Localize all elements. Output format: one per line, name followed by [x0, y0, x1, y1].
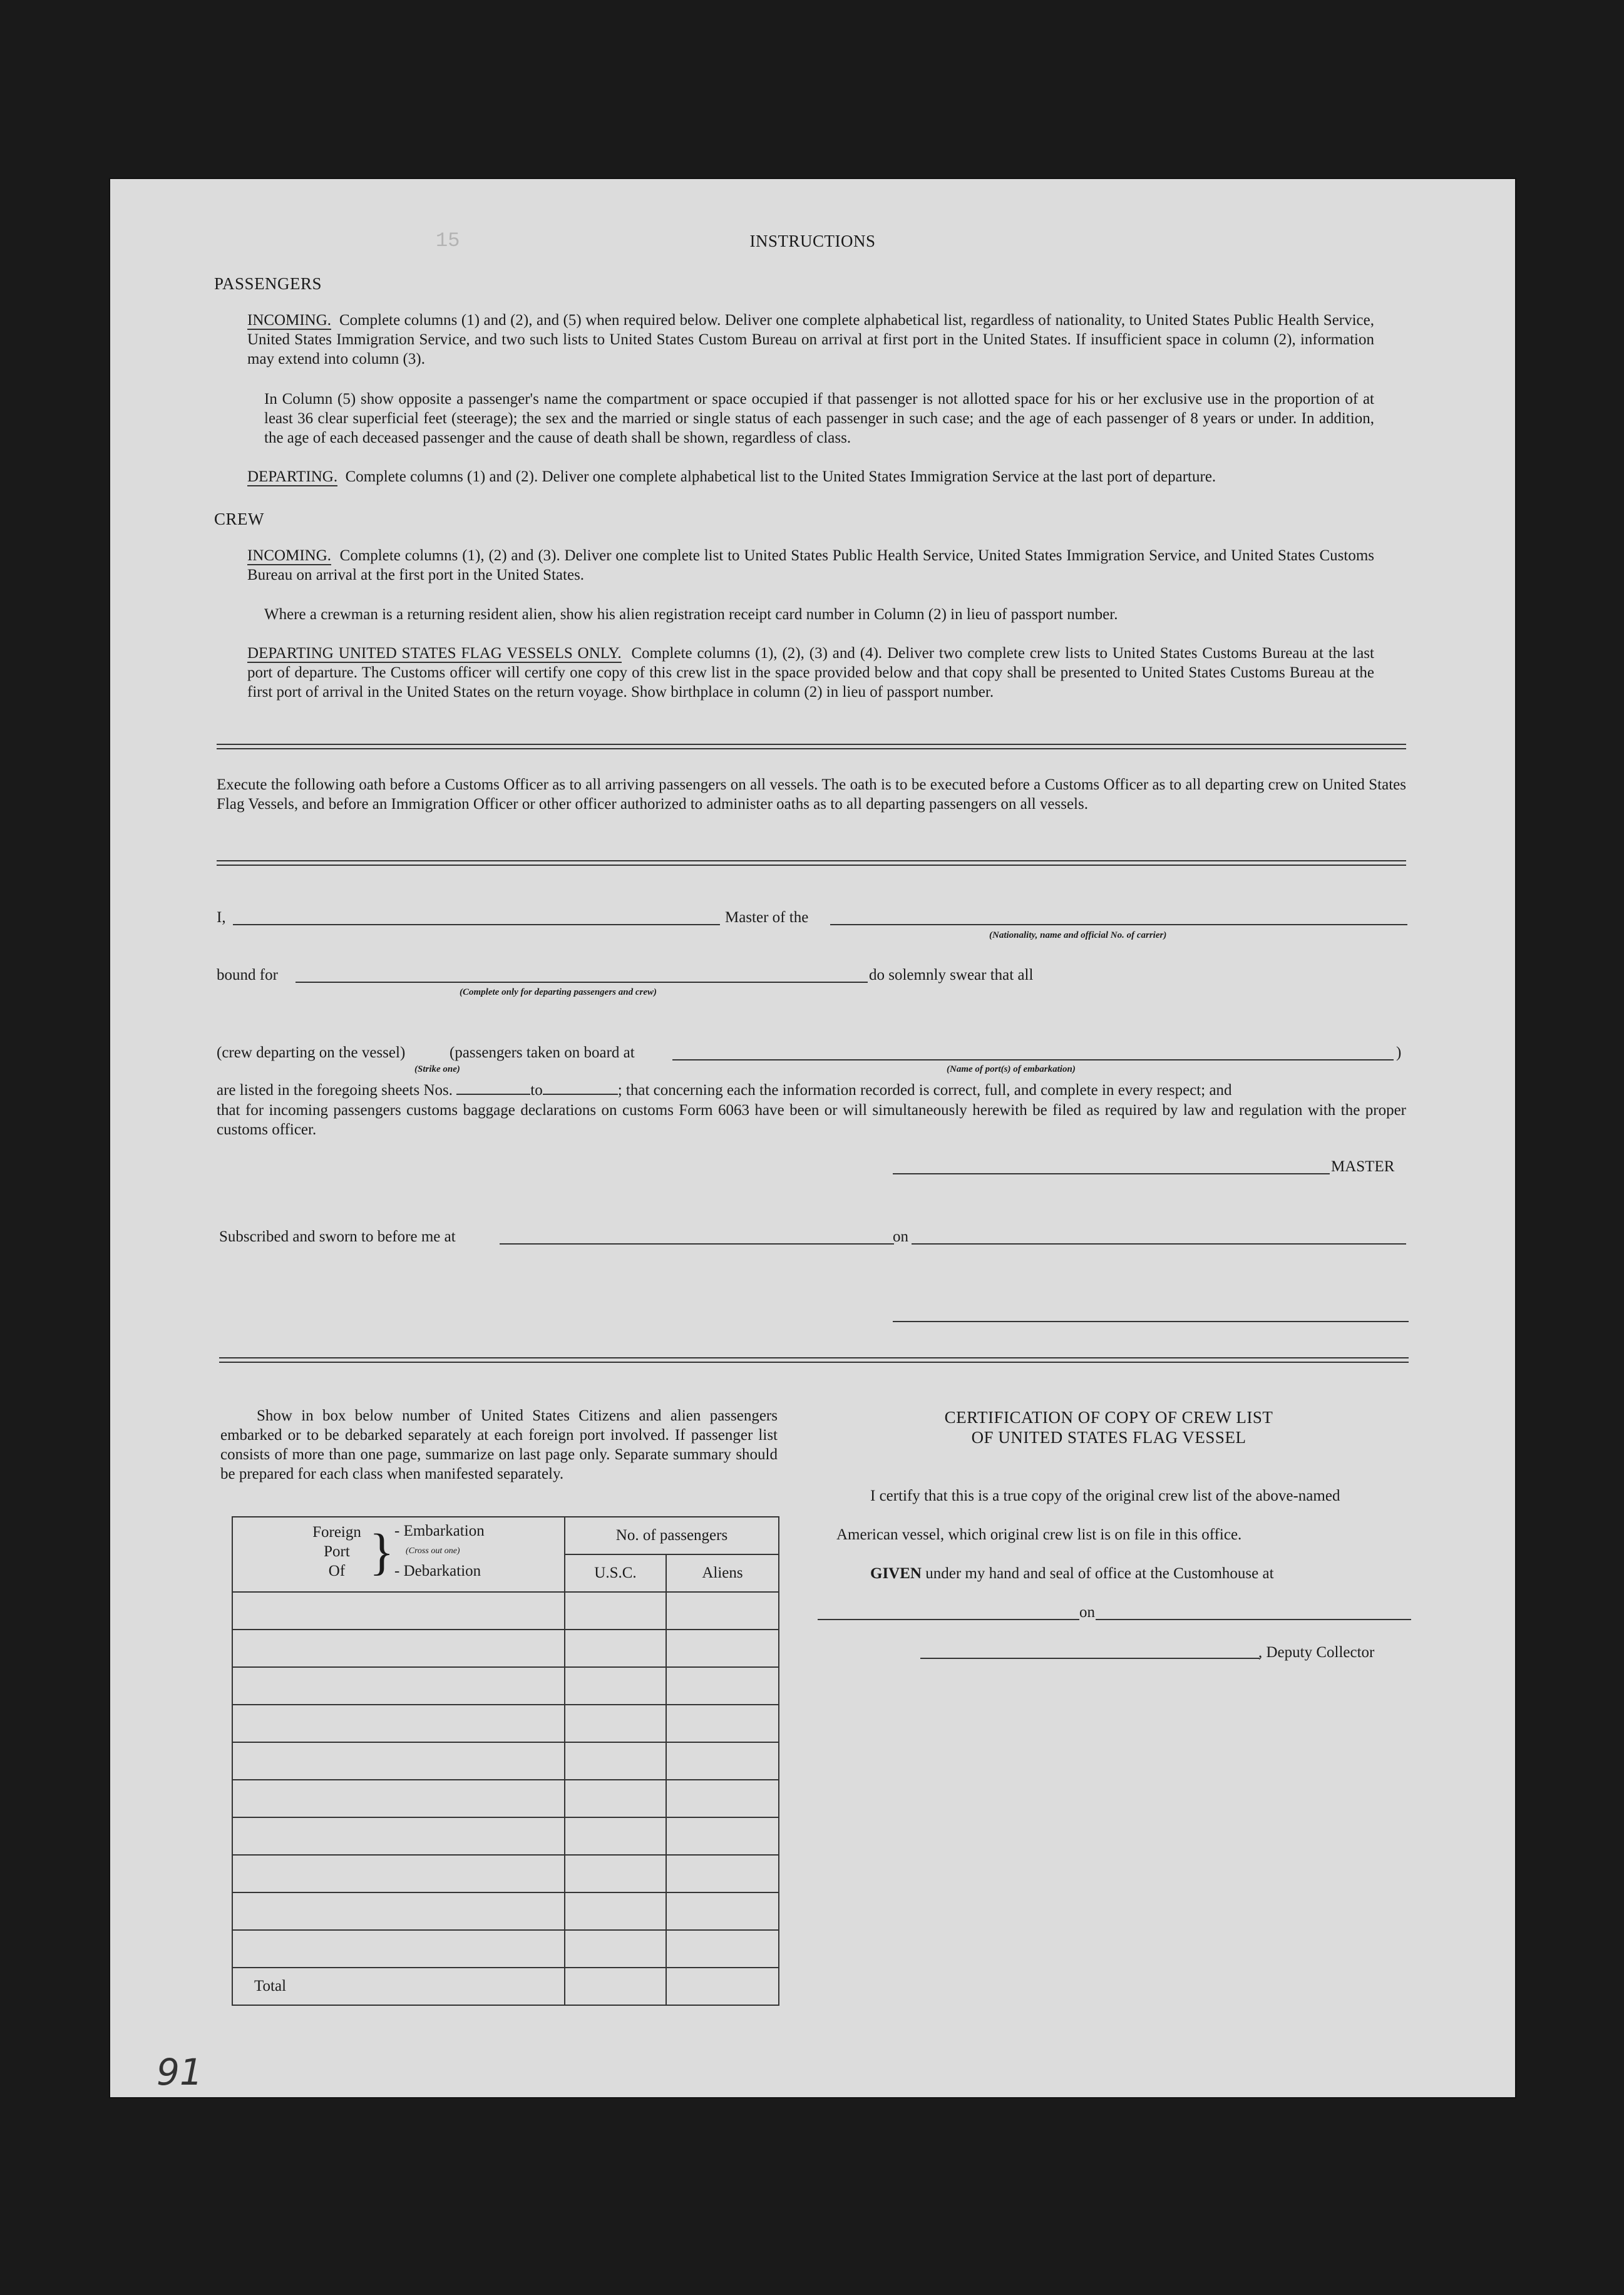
- given-line: [870, 1564, 1274, 1583]
- passengers-heading: PASSENGERS: [214, 274, 322, 293]
- passengers-incoming-paragraph: [247, 311, 1374, 369]
- passengers-incoming-text: Complete columns (1) and (2), and (5) when required below. Deliver one complete alphabetical list, regardless of nationality, to United States Public Health Service, United States Immigration Service, and two such lists to United States Custom Bureau on arrival at first port in the United States. If insufficient space in column (2), information may extend into column (3).: [247, 312, 1375, 367]
- passengers-departing-paragraph: [247, 467, 1380, 486]
- table-row: [232, 1817, 779, 1855]
- usc-cell[interactable]: [565, 1630, 666, 1667]
- port-cell[interactable]: [232, 1855, 565, 1892]
- port-header-cell: [232, 1517, 565, 1592]
- table-row: [232, 1780, 779, 1817]
- officer-signature-field[interactable]: [893, 1321, 1409, 1322]
- sheet-to-field[interactable]: [543, 1094, 618, 1095]
- passengers-incoming-label: INCOMING.: [247, 312, 332, 329]
- listed-prefix: are listed in the foregoing sheets Nos.: [217, 1082, 453, 1099]
- divider-double: [217, 860, 1406, 866]
- listed-rest: ; that concerning each the information recorded is correct, full, and complete in every respect; and: [617, 1082, 1232, 1099]
- table-row: [232, 1855, 779, 1892]
- carrier-field[interactable]: [830, 924, 1407, 925]
- passenger-summary-table: [232, 1516, 779, 2006]
- swear-text: do solemnly swear that all: [869, 967, 1034, 983]
- deputy-collector-label: , Deputy Collector: [1258, 1644, 1375, 1661]
- handwritten-page-number: 91: [157, 2051, 203, 2093]
- crew-incoming-text: Complete columns (1), (2) and (3). Deliver one complete list to United States Public Health Service, United States Immigration Service, and United States Customs Bureau on arrival at the first port in the United States.: [247, 547, 1374, 583]
- port-word: Port: [324, 1543, 350, 1560]
- port-cell[interactable]: [232, 1780, 565, 1817]
- bound-note: (Complete only for departing passengers and crew): [460, 987, 657, 997]
- passengers-departing-text: Complete columns (1) and (2). Deliver one complete alphabetical list to the United States Immigration Service at the last port of departure.: [345, 468, 1216, 485]
- aliens-cell[interactable]: [666, 1780, 779, 1817]
- master-name-field[interactable]: [233, 924, 720, 925]
- port-cell[interactable]: [232, 1667, 565, 1705]
- brace: }: [369, 1523, 394, 1580]
- oath-intro: Execute the following oath before a Customs Officer as to all arriving passengers on all vessels. The oath is to be executed before a Customs Officer as to all departing crew on United States Flag Vessels, and before an Immigration Officer or other officer authorized to administer oaths as to all departing passengers on all vessels.: [217, 776, 1406, 813]
- close-paren: ): [1396, 1044, 1402, 1061]
- table-row: [232, 1705, 779, 1742]
- usc-cell[interactable]: [565, 1892, 666, 1930]
- certification-date-field[interactable]: [1096, 1619, 1411, 1620]
- bound-for-label: bound for: [217, 967, 278, 983]
- crew-departing-option: (crew departing on the vessel): [217, 1044, 406, 1061]
- aliens-cell[interactable]: [666, 1705, 779, 1742]
- divider-double: [219, 1357, 1409, 1363]
- strike-note: (Strike one): [414, 1064, 460, 1074]
- table-header-row: [232, 1517, 779, 1554]
- summary-instructions: Show in box below number of United States Citizens and alien passengers embarked or to be debarked separately at each foreign port involved. If passenger list consists of more than one page, summarize on last page only. Separate summary should be prepared for each class when manifested separately.: [220, 1407, 778, 1482]
- deputy-collector-signature-field[interactable]: [920, 1658, 1260, 1659]
- listed-line: [217, 1081, 1412, 1100]
- sheet-from-field[interactable]: [456, 1094, 530, 1095]
- faint-page-number: 15: [436, 229, 460, 252]
- carrier-note: (Nationality, name and official No. of carrier): [989, 930, 1167, 940]
- usc-cell[interactable]: [565, 1817, 666, 1855]
- aliens-cell[interactable]: [666, 1742, 779, 1780]
- of-word: Of: [328, 1563, 346, 1579]
- usc-cell[interactable]: [565, 1705, 666, 1742]
- table-row: [232, 1742, 779, 1780]
- no-of-passengers-header: No. of passengers: [565, 1517, 779, 1554]
- given-bold: GIVEN: [870, 1565, 922, 1582]
- port-cell[interactable]: [232, 1817, 565, 1855]
- master-signature-field[interactable]: [893, 1173, 1330, 1174]
- port-cell[interactable]: [232, 1892, 565, 1930]
- certification-heading-line2: OF UNITED STATES FLAG VESSEL: [971, 1428, 1246, 1447]
- debarkation-option[interactable]: - Debarkation: [394, 1563, 481, 1579]
- aliens-cell[interactable]: [666, 1855, 779, 1892]
- embarkation-port-field[interactable]: [672, 1059, 1394, 1060]
- port-cell[interactable]: [232, 1592, 565, 1630]
- usc-cell[interactable]: [565, 1592, 666, 1630]
- embarkation-option[interactable]: - Embarkation: [394, 1522, 485, 1539]
- total-row: [232, 1968, 779, 2005]
- document-sheet: [110, 179, 1515, 2097]
- aliens-cell[interactable]: [666, 1817, 779, 1855]
- subscribed-place-field[interactable]: [500, 1243, 894, 1245]
- master-label: MASTER: [1331, 1158, 1395, 1175]
- crew-departing-paragraph: [247, 644, 1374, 702]
- usc-cell[interactable]: [565, 1855, 666, 1892]
- oath-i-label: I,: [217, 909, 226, 926]
- page-title: INSTRUCTIONS: [749, 232, 876, 250]
- aliens-cell[interactable]: [666, 1930, 779, 1968]
- usc-total-cell[interactable]: [565, 1968, 666, 2005]
- port-cell[interactable]: [232, 1930, 565, 1968]
- usc-cell[interactable]: [565, 1780, 666, 1817]
- port-cell[interactable]: [232, 1742, 565, 1780]
- cross-out-note: (Cross out one): [406, 1546, 460, 1556]
- usc-header: U.S.C.: [565, 1554, 666, 1592]
- table-row: [232, 1667, 779, 1705]
- subscribed-date-field[interactable]: [912, 1243, 1406, 1245]
- aliens-total-cell[interactable]: [666, 1968, 779, 2005]
- table-row: [232, 1930, 779, 1968]
- passengers-taken-option: (passengers taken on board at: [450, 1044, 635, 1061]
- master-of-label: Master of the: [725, 909, 809, 926]
- port-note: (Name of port(s) of embarkation): [947, 1064, 1076, 1074]
- port-cell[interactable]: [232, 1630, 565, 1667]
- bound-for-field[interactable]: [296, 982, 868, 983]
- aliens-cell[interactable]: [666, 1667, 779, 1705]
- certification-heading-line1: CERTIFICATION OF COPY OF CREW LIST: [944, 1408, 1273, 1427]
- crew-heading: CREW: [214, 510, 264, 528]
- total-label: Total: [232, 1968, 565, 2005]
- subscribed-on-label: on: [893, 1228, 908, 1245]
- certify-line2: American vessel, which original crew list is on file in this office.: [836, 1526, 1242, 1543]
- crew-resident-paragraph: Where a crewman is a returning resident alien, show his alien registration receipt card number in Column (2) in lieu of passport number.: [264, 606, 1118, 623]
- to-label: to: [530, 1082, 543, 1099]
- crew-incoming-label: INCOMING.: [247, 547, 332, 564]
- aliens-cell[interactable]: [666, 1892, 779, 1930]
- customs-paragraph: that for incoming passengers customs baggage declarations on customs Form 6063 have been or will simultaneously herewith be filed as required by law and regulation with the proper customs officer.: [217, 1102, 1406, 1138]
- customhouse-field[interactable]: [818, 1619, 1079, 1620]
- certification-on-label: on: [1079, 1604, 1095, 1621]
- aliens-header: Aliens: [666, 1554, 779, 1592]
- aliens-cell[interactable]: [666, 1630, 779, 1667]
- foreign-port-of: [307, 1522, 367, 1581]
- usc-cell[interactable]: [565, 1742, 666, 1780]
- table-row: [232, 1592, 779, 1630]
- given-rest: under my hand and seal of office at the Customhouse at: [921, 1565, 1274, 1582]
- crew-incoming-paragraph: [247, 546, 1374, 585]
- passengers-departing-label: DEPARTING.: [247, 468, 338, 485]
- aliens-cell[interactable]: [666, 1592, 779, 1630]
- table-row: [232, 1892, 779, 1930]
- divider-double: [217, 744, 1406, 749]
- certify-line1: I certify that this is a true copy of the original crew list of the above-named: [870, 1487, 1340, 1504]
- table-row: [232, 1630, 779, 1667]
- port-cell[interactable]: [232, 1705, 565, 1742]
- passengers-column5-paragraph: In Column (5) show opposite a passenger's name the compartment or space occupied if that passenger is not allotted space for his or her exclusive use in the proportion of at least 36 clear superficial feet (steerage); the sex and the married or single status of each passenger in such case; and the age of each passenger of 8 years or under. In addition, the age of each deceased passenger and the cause of death shall be shown, regardless of class.: [264, 391, 1374, 446]
- foreign-word: Foreign: [312, 1524, 361, 1541]
- usc-cell[interactable]: [565, 1930, 666, 1968]
- crew-departing-text: Complete columns (1), (2), (3) and (4). Deliver two complete crew lists to United States Customs Bureau at the last port of departure. The Customs officer will certify one copy of this crew list in the space provided below and that copy shall be presented to United States Customs Bureau at the first port of arrival in the United States on the return voyage. Show birthplace in column (2) in lieu of passport number.: [247, 645, 1374, 701]
- crew-departing-label: DEPARTING UNITED STATES FLAG VESSELS ONLY.: [247, 645, 622, 662]
- subscribed-label: Subscribed and sworn to before me at: [219, 1228, 456, 1245]
- usc-cell[interactable]: [565, 1667, 666, 1705]
- certification-heading: [824, 1407, 1394, 1447]
